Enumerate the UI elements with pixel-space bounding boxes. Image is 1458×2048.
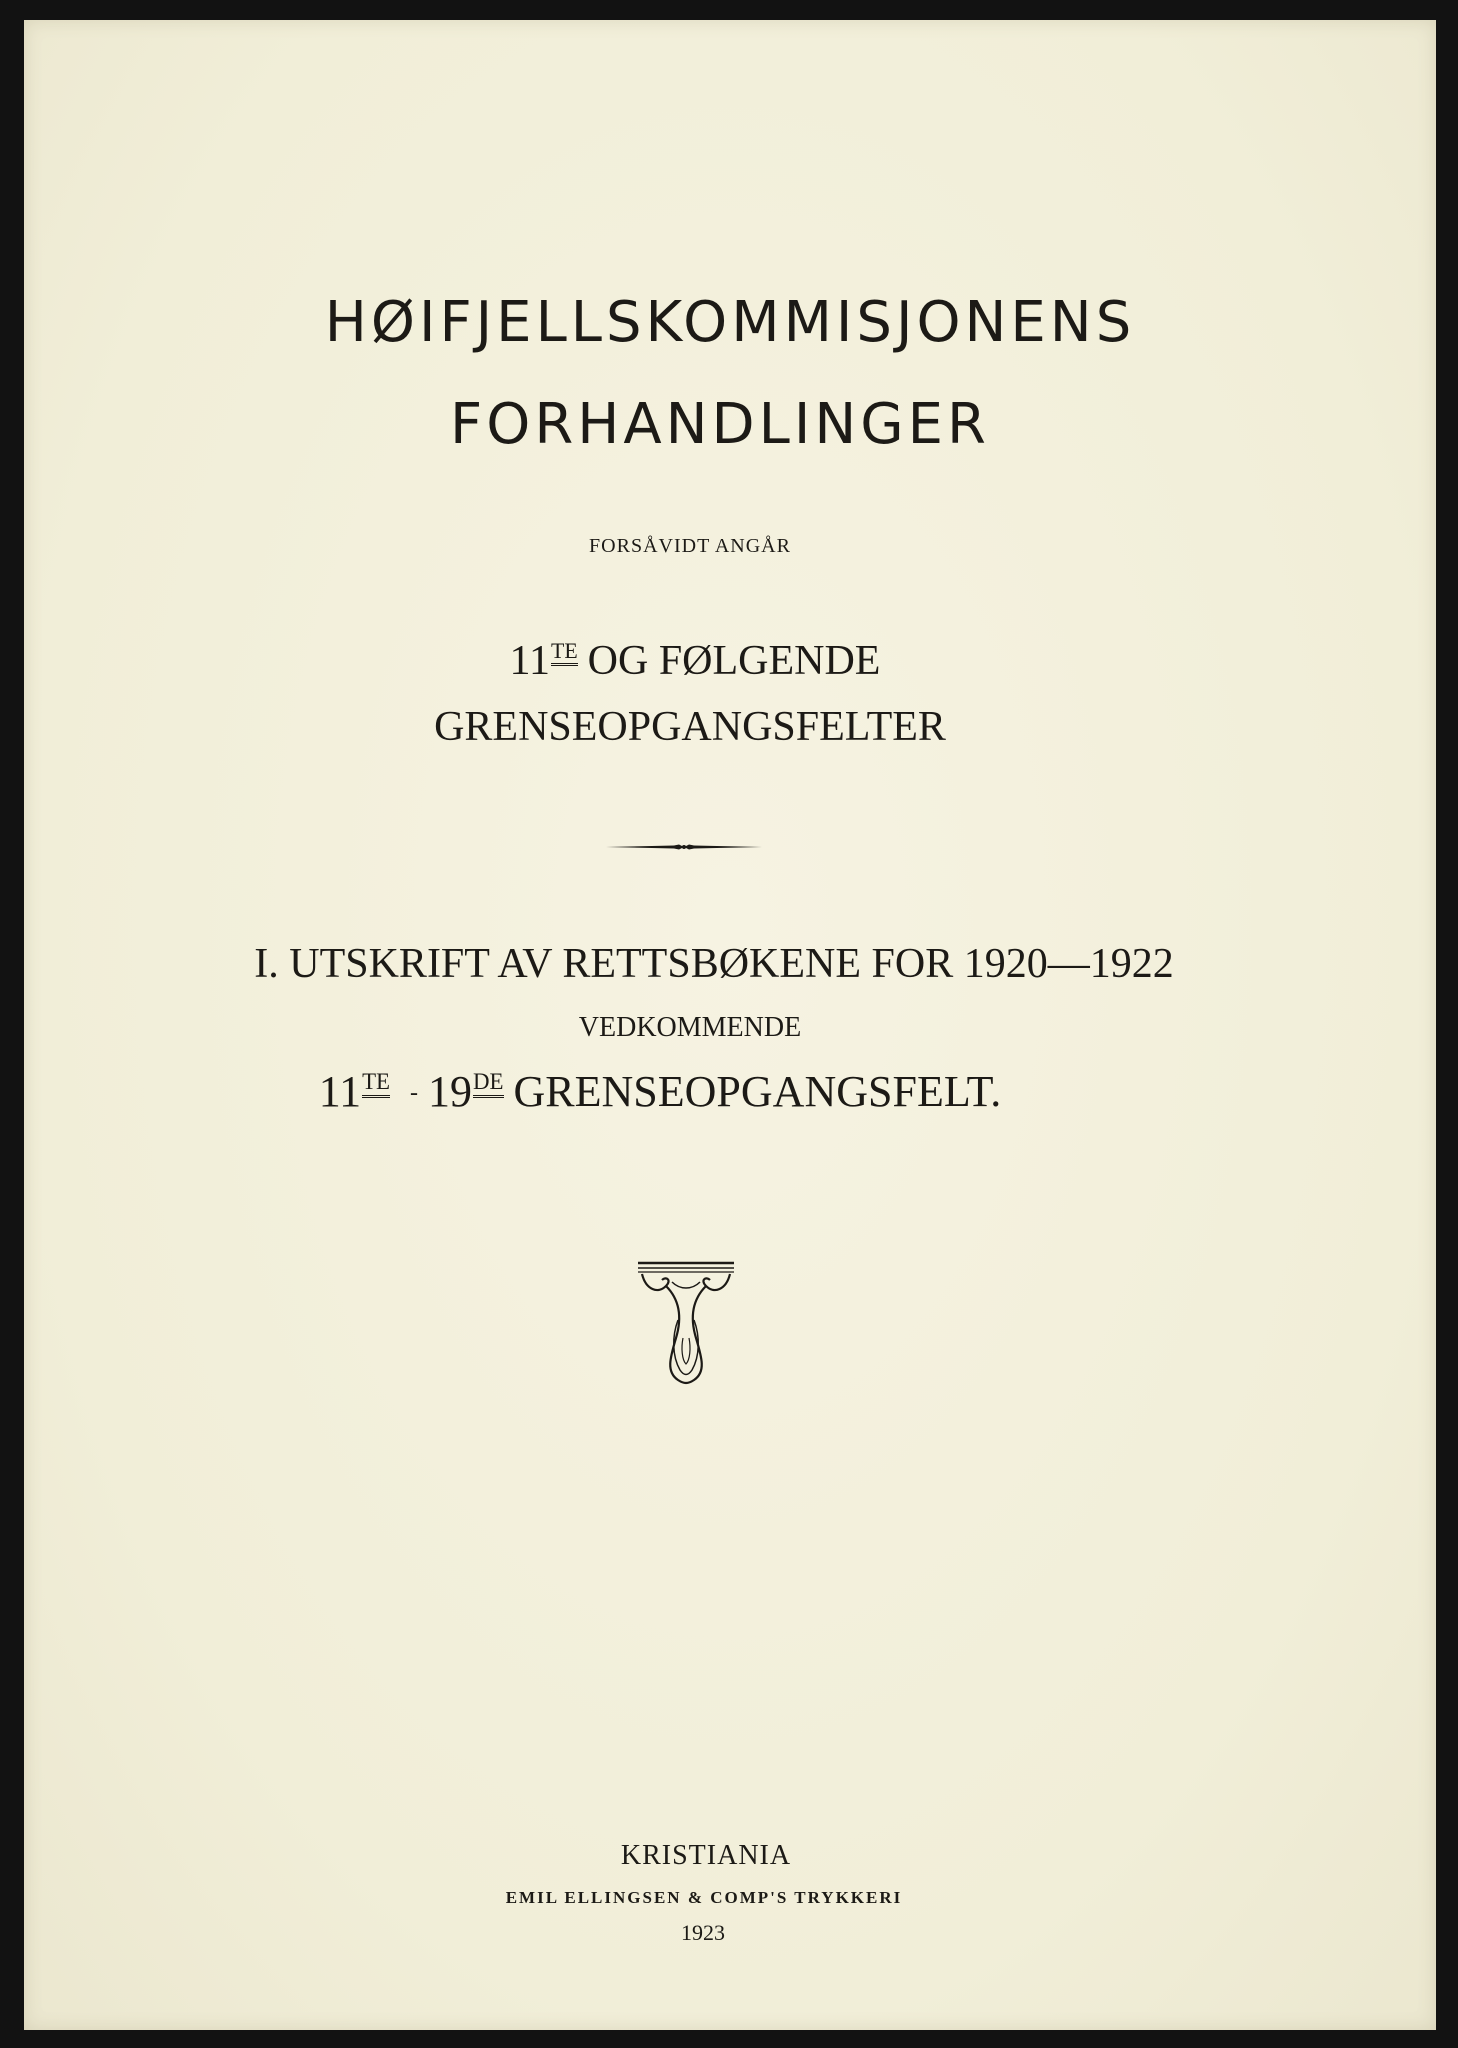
range-start-number: 11 bbox=[318, 1067, 362, 1116]
imprint-year: 1923 bbox=[681, 1920, 725, 1945]
range-end-ordinal: DE bbox=[473, 1071, 504, 1098]
subtitle-rest: OG FØLGENDE bbox=[587, 638, 881, 684]
imprint-place: KRISTIANIA bbox=[620, 1840, 792, 1871]
subtitle-line-2: GRENSEOPGANGSFELTER bbox=[434, 704, 946, 750]
range-dash: - bbox=[410, 1080, 419, 1106]
subtitle-line-1 bbox=[0, 637, 1401, 685]
part-title: I. UTSKRIFT AV RETTSBØKENE FOR 1920—1922 bbox=[254, 941, 1174, 987]
range-start-ordinal: TE bbox=[362, 1071, 390, 1098]
title-page bbox=[24, 20, 1436, 2030]
ornamental-rule-icon bbox=[604, 840, 764, 854]
printers-ornament-icon bbox=[636, 1260, 736, 1386]
main-title-line-2: FORHANDLINGER bbox=[450, 392, 990, 457]
range-line bbox=[0, 1066, 1366, 1117]
range-end-number: 19 bbox=[428, 1067, 473, 1116]
vedkommende-label: VEDKOMMENDE bbox=[578, 1012, 802, 1043]
subtitle-number: 11 bbox=[509, 638, 550, 684]
subtitle-ordinal: TE bbox=[551, 641, 578, 667]
main-title-line-1: HØIFJELLSKOMMISJONENS bbox=[324, 290, 1136, 355]
forsavidt-label: FORSÅVIDT ANGÅR bbox=[589, 535, 791, 557]
range-rest: GRENSEOPGANGSFELT. bbox=[513, 1067, 1002, 1116]
imprint-printer: EMIL ELLINGSEN & COMP'S TRYKKERI bbox=[505, 1888, 903, 1907]
